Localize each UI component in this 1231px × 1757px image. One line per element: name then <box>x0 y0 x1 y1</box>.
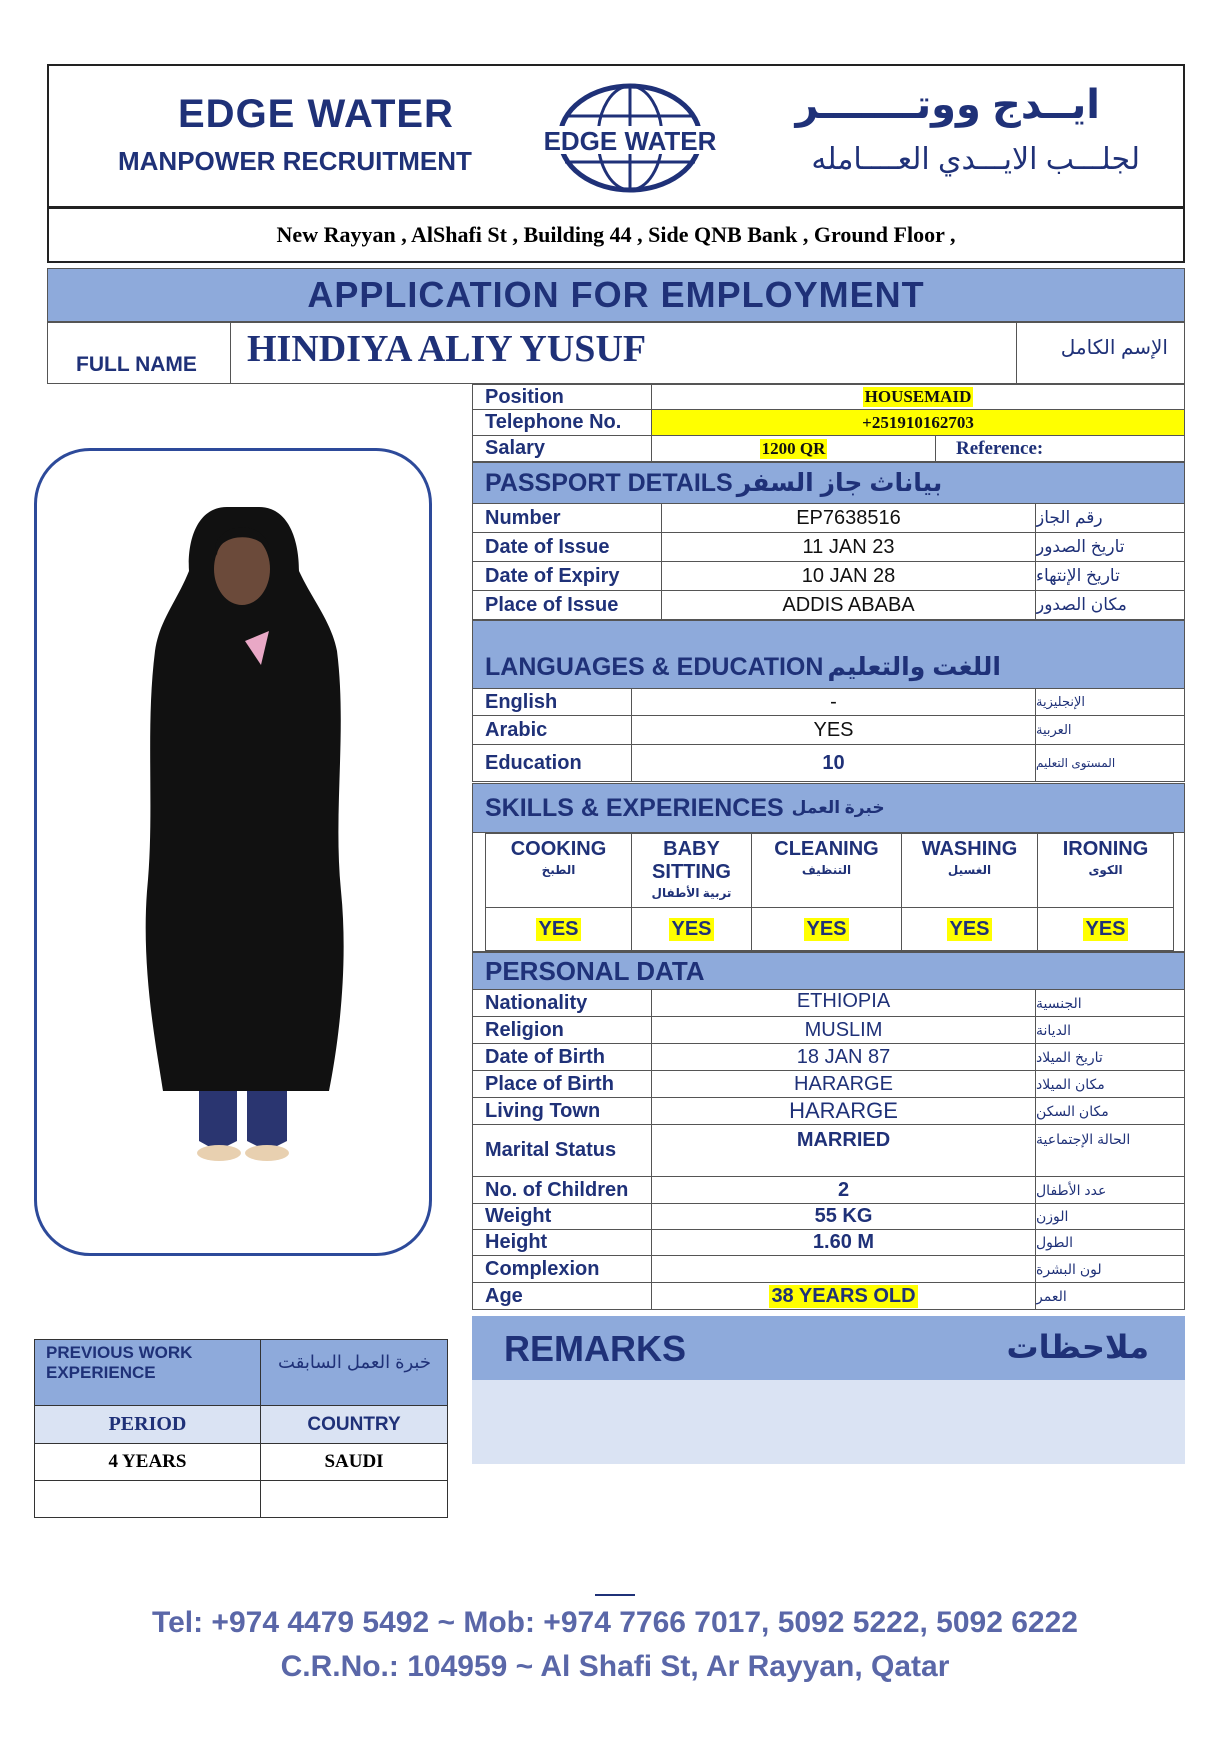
skill-ironing-ar: الكوى <box>1088 863 1123 877</box>
arabic-value: YES <box>631 715 1036 745</box>
applicant-photo-frame <box>34 448 432 1256</box>
skill-cooking-value: YES <box>538 917 579 940</box>
nationality-value: ETHIOPIA <box>651 989 1036 1017</box>
personal-heading <box>472 952 1185 990</box>
languages-heading <box>472 620 1185 689</box>
previous-work-heading-ar: خبرة العمل السابقت <box>278 1352 431 1372</box>
skill-baby-sitting-ar: تربية الأطفال <box>651 886 732 900</box>
passport-heading <box>472 462 1185 504</box>
skill-ironing-label: IRONING <box>1062 838 1149 860</box>
education-label: Education <box>472 744 632 782</box>
address-bar <box>47 207 1185 263</box>
weight-value: 55 KG <box>651 1203 1036 1230</box>
remarks-heading <box>472 1316 1185 1380</box>
skill-ironing <box>1037 833 1174 908</box>
children-ar: عدد الأطفال <box>1035 1176 1185 1204</box>
full-name-label-cell <box>47 322 231 384</box>
date-of-birth-value: 18 JAN 87 <box>651 1043 1036 1071</box>
religion-value: MUSLIM <box>651 1016 1036 1044</box>
period-value: 4 YEARS <box>34 1443 261 1481</box>
skill-cleaning-value: YES <box>806 917 847 940</box>
skill-washing-label: WASHING <box>921 838 1018 860</box>
place-of-birth-label: Place of Birth <box>472 1070 652 1098</box>
country-value: SAUDI <box>260 1443 448 1481</box>
position-value: HOUSEMAID <box>864 387 972 406</box>
skill-cleaning-ar: التنظيف <box>801 863 852 877</box>
passport-heading-ar: بياناث جاز السفر <box>736 469 943 497</box>
arabic-label: Arabic <box>472 715 632 745</box>
date-of-issue-label: Date of Issue <box>472 532 662 562</box>
place-of-issue-value: ADDIS ABABA <box>661 590 1036 620</box>
languages-table <box>472 688 1185 788</box>
height-ar: الطول <box>1035 1229 1185 1256</box>
age-value-cell <box>651 1282 1036 1310</box>
education-value: 10 <box>631 744 1036 782</box>
position-value-cell <box>651 384 1185 410</box>
date-of-birth-label: Date of Birth <box>472 1043 652 1071</box>
empty-country-cell <box>260 1480 448 1518</box>
previous-work-heading: PREVIOUS WORK EXPERIENCE <box>46 1343 193 1382</box>
english-ar: الإنجليزية <box>1035 688 1185 716</box>
telephone-value: +251910162703 <box>862 412 974 432</box>
skill-washing <box>901 833 1038 908</box>
height-label: Height <box>472 1229 652 1256</box>
skill-baby-sitting-label: BABY SITTING <box>652 838 731 883</box>
complexion-ar: لون البشرة <box>1035 1255 1185 1283</box>
previous-work-heading-cell <box>34 1339 261 1406</box>
religion-label: Religion <box>472 1016 652 1044</box>
applicant-photo <box>37 451 429 1253</box>
date-of-expiry-ar: تاريخ الإنتهاء <box>1035 561 1185 591</box>
skills-heading <box>472 783 1185 833</box>
salary-label: Salary <box>472 435 652 462</box>
skill-cleaning-label: CLEANING <box>774 838 879 860</box>
previous-work-table <box>34 1339 448 1519</box>
children-value: 2 <box>651 1176 1036 1204</box>
skill-baby-sitting-value: YES <box>671 917 712 940</box>
skill-washing-ar: الغسيل <box>947 863 992 877</box>
passport-heading-text: PASSPORT DETAILS <box>485 468 733 497</box>
passport-number-ar: رقم الجاز <box>1035 503 1185 533</box>
salary-value-cell <box>651 435 936 462</box>
education-ar: المستوى التعليم <box>1035 744 1185 782</box>
living-town-ar: مكان السكن <box>1035 1097 1185 1125</box>
children-label: No. of Children <box>472 1176 652 1204</box>
complexion-value <box>651 1255 1036 1283</box>
company-logo <box>530 78 730 196</box>
passport-number-value: EP7638516 <box>661 503 1036 533</box>
english-value: - <box>631 688 1036 716</box>
arabic-brand-line2: لجلـــب الايـــدي العــــامله <box>811 143 1140 176</box>
skill-ironing-value-cell <box>1037 907 1174 951</box>
logo-text: EDGE WATER <box>543 126 717 156</box>
remarks-box <box>472 1316 1185 1464</box>
complexion-label: Complexion <box>472 1255 652 1283</box>
country-header: COUNTRY <box>260 1405 448 1444</box>
marital-status-ar: الحالة الإجتماعية <box>1035 1124 1185 1177</box>
place-of-birth-value: HARARGE <box>651 1070 1036 1098</box>
weight-ar: الوزن <box>1035 1203 1185 1230</box>
top-rows-block <box>472 384 1185 463</box>
period-header: PERIOD <box>34 1405 261 1444</box>
skill-washing-value-cell <box>901 907 1038 951</box>
salary-value: 1200 QR <box>761 438 826 458</box>
living-town-value: HARARGE <box>651 1097 1036 1125</box>
skill-cooking-label: COOKING <box>510 838 607 860</box>
place-of-issue-ar: مكان الصدور <box>1035 590 1185 620</box>
date-of-issue-value: 11 JAN 23 <box>661 532 1036 562</box>
full-name-value: HINDIYA ALIY YUSUF <box>247 328 647 370</box>
date-of-birth-ar: تاريخ الميلاد <box>1035 1043 1185 1071</box>
full-name-value-cell <box>230 322 1017 384</box>
footer-divider <box>595 1594 635 1596</box>
passport-table <box>472 503 1185 620</box>
skill-cooking-value-cell <box>485 907 632 951</box>
telephone-value-cell <box>651 409 1185 436</box>
brand-line2: MANPOWER RECRUITMENT <box>118 146 472 176</box>
brand-line1: EDGE WATER <box>178 92 454 136</box>
religion-ar: الديانة <box>1035 1016 1185 1044</box>
date-of-expiry-label: Date of Expiry <box>472 561 662 591</box>
arabic-brand-line1: ايــدج ووتـــــــر <box>795 83 1100 127</box>
skill-cooking-ar: الطبخ <box>541 863 576 877</box>
weight-label: Weight <box>472 1203 652 1230</box>
full-name-arabic: الإسم الكامل <box>1060 337 1168 359</box>
english-label: English <box>472 688 632 716</box>
reference-cell <box>935 435 1185 462</box>
form-title-text: APPLICATION FOR EMPLOYMENT <box>307 274 925 315</box>
skill-ironing-value: YES <box>1085 917 1126 940</box>
skill-baby-sitting-value-cell <box>631 907 752 951</box>
personal-heading-text: PERSONAL DATA <box>485 955 705 986</box>
telephone-label: Telephone No. <box>472 409 652 436</box>
place-of-issue-label: Place of Issue <box>472 590 662 620</box>
languages-heading-ar: اللغت والتعليم <box>827 653 1001 681</box>
form-title <box>47 268 1185 322</box>
footer-contact: Tel: +974 4479 5492 ~ Mob: +974 7766 7017, 5092 5222, 5092 6222 <box>151 1606 1078 1639</box>
full-name-label: FULL NAME <box>76 353 197 376</box>
date-of-expiry-value: 10 JAN 28 <box>661 561 1036 591</box>
skill-cleaning-value-cell <box>751 907 902 951</box>
marital-status-label: Marital Status <box>472 1124 652 1177</box>
marital-status-value: MARRIED <box>651 1124 1036 1177</box>
height-value: 1.60 M <box>651 1229 1036 1256</box>
reference-label: Reference: <box>956 437 1044 459</box>
skill-cooking <box>485 833 632 908</box>
age-ar: العمر <box>1035 1282 1185 1310</box>
passport-number-label: Number <box>472 503 662 533</box>
skills-heading-ar: خبرة العمل <box>791 798 885 817</box>
footer-address: C.R.No.: 104959 ~ Al Shafi St, Ar Rayyan, Qatar <box>280 1650 950 1683</box>
skill-washing-value: YES <box>949 917 990 940</box>
previous-work-heading-ar-cell <box>260 1339 448 1406</box>
age-value: 38 YEARS OLD <box>771 1284 916 1307</box>
languages-heading-text: LANGUAGES & EDUCATION <box>485 653 824 681</box>
living-town-label: Living Town <box>472 1097 652 1125</box>
arabic-ar: العربية <box>1035 715 1185 745</box>
date-of-issue-ar: تاريخ الصدور <box>1035 532 1185 562</box>
place-of-birth-ar: مكان الميلاد <box>1035 1070 1185 1098</box>
address-text: New Rayyan , AlShafi St , Building 44 , Side QNB Bank , Ground Floor , <box>276 222 956 247</box>
remarks-heading-ar: ملاحظات <box>1006 1329 1149 1365</box>
personal-table <box>472 989 1185 1319</box>
skill-baby-sitting <box>631 833 752 908</box>
skill-cleaning <box>751 833 902 908</box>
skills-heading-text: SKILLS & EXPERIENCES <box>485 793 784 822</box>
nationality-ar: الجنسية <box>1035 989 1185 1017</box>
skills-table <box>472 832 1185 952</box>
remarks-heading-text: REMARKS <box>504 1328 687 1369</box>
position-label: Position <box>472 384 652 410</box>
nationality-label: Nationality <box>472 989 652 1017</box>
full-name-arabic-cell <box>1016 322 1185 384</box>
empty-period-cell <box>34 1480 261 1518</box>
age-label: Age <box>472 1282 652 1310</box>
